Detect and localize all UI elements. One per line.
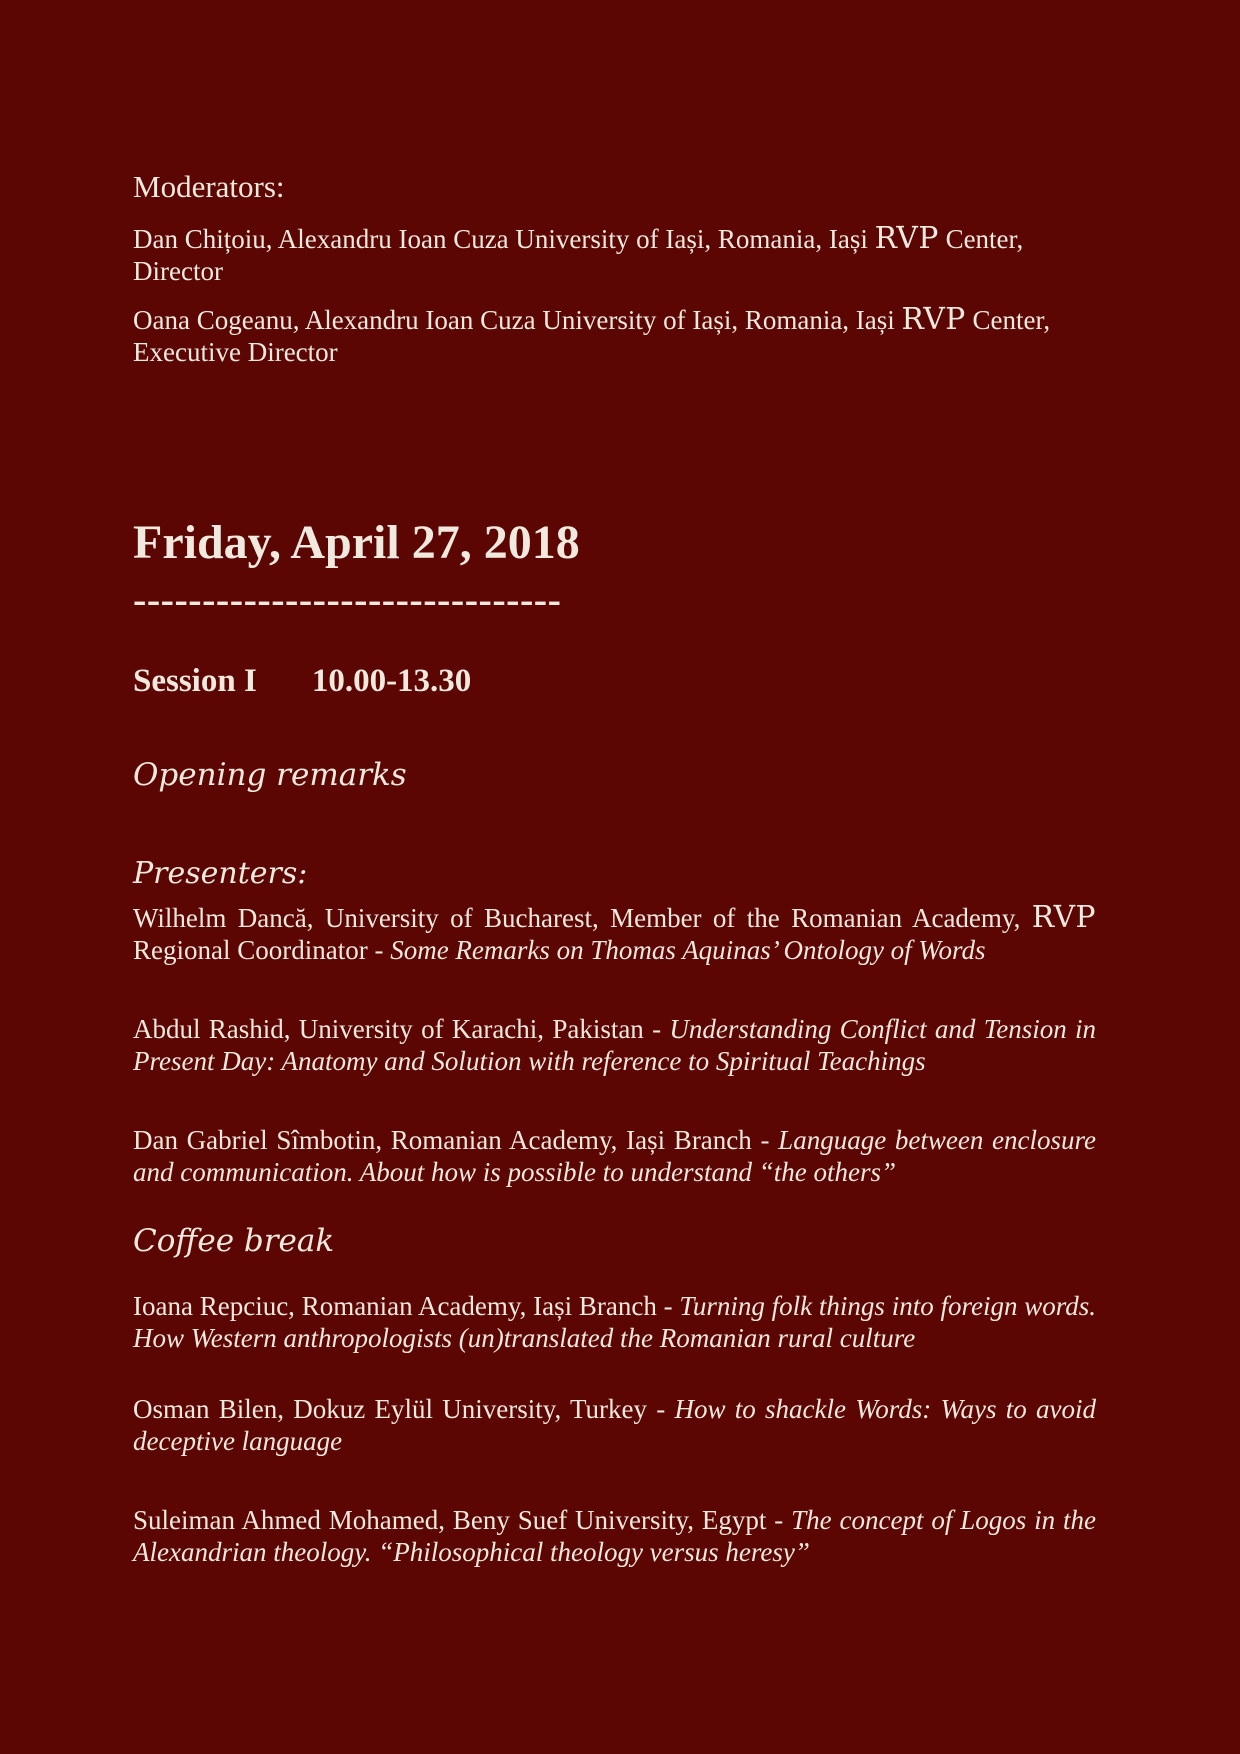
speaker-role: Regional Coordinator - — [133, 935, 391, 966]
opening-remarks-label: Opening remarks — [133, 756, 407, 793]
speaker-affiliation: Wilhelm Dancă, University of Bucharest, Member of the Romanian Academy, — [133, 902, 1032, 933]
talk-title: Some Remarks on Thomas Aquinas’ Ontology of Words — [390, 935, 986, 966]
moderator-name-affiliation: Oana Cogeanu, Alexandru Ioan Cuza University of Iași, Romania, Iași — [133, 305, 902, 336]
presentation-item — [133, 1122, 1096, 1189]
moderator-role: Center, Director — [133, 224, 1024, 287]
presentation-item — [133, 1288, 1096, 1355]
session-label: Session I — [133, 663, 257, 700]
talk-title: How to shackle Words: Ways to avoid deceptive language — [133, 1393, 1096, 1456]
moderators-heading: Moderators: — [133, 169, 285, 204]
moderator-entry — [133, 302, 1096, 369]
moderator-role: Center, Executive Director — [133, 305, 1051, 368]
coffee-break-label: Coffee break — [133, 1222, 335, 1259]
presenters-heading: Presenters: — [133, 855, 308, 891]
day-divider: ------------------------------- — [133, 577, 562, 623]
talk-title: The concept of Logos in the Alexandrian theology. “Philosophical theology versus heresy” — [133, 1504, 1096, 1567]
rvp-label: RVP — [901, 302, 966, 338]
rvp-label: RVP — [874, 221, 939, 257]
speaker-affiliation: Dan Gabriel Sîmbotin, Romanian Academy, Iași Branch - — [133, 1124, 779, 1155]
speaker-affiliation: Ioana Repciuc, Romanian Academy, Iași Branch - — [133, 1290, 680, 1321]
presentation-item — [133, 1502, 1096, 1569]
rvp-label: RVP — [1031, 899, 1096, 935]
presentation-item — [133, 1391, 1096, 1458]
speaker-affiliation: Osman Bilen, Dokuz Eylül University, Turkey - — [133, 1393, 675, 1424]
presentation-item — [133, 1011, 1096, 1078]
talk-title: Turning folk things into foreign words. How Western anthropologists (un)translated the Romanian rural culture — [133, 1290, 1096, 1353]
speaker-affiliation: Abdul Rashid, University of Karachi, Pakistan - — [133, 1013, 670, 1044]
session-heading — [133, 662, 1096, 702]
day-title: Friday, April 27, 2018 — [133, 516, 580, 569]
talk-title: Language between enclosure and communication. About how is possible to understand “the others” — [133, 1124, 1096, 1187]
speaker-affiliation: Suleiman Ahmed Mohamed, Beny Suef University, Egypt - — [133, 1504, 792, 1535]
moderator-name-affiliation: Dan Chițoiu, Alexandru Ioan Cuza University of Iași, Romania, Iași — [133, 224, 875, 255]
talk-title: Understanding Conflict and Tension in Present Day: Anatomy and Solution with reference to Spiritual Teachings — [133, 1013, 1097, 1076]
presentation-item — [133, 900, 1096, 967]
session-time: 10.00-13.30 — [311, 663, 472, 700]
moderator-entry — [133, 221, 1096, 288]
